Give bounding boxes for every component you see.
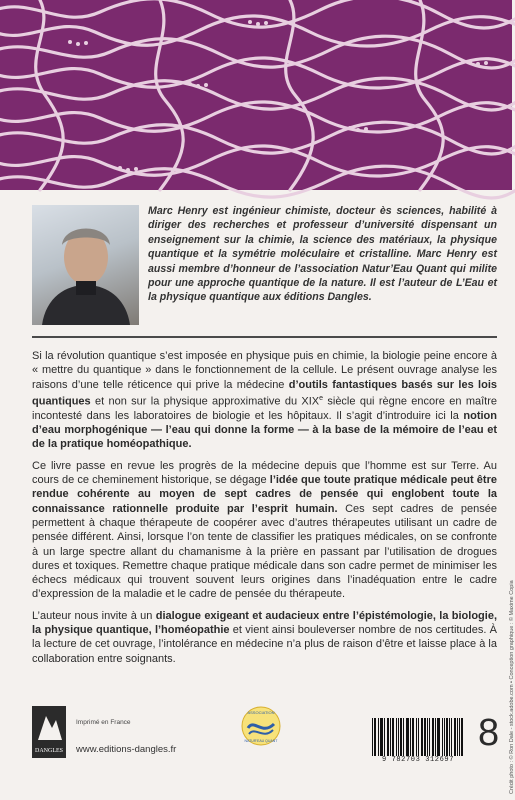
barcode-bar bbox=[406, 718, 407, 756]
barcode-bar bbox=[457, 718, 458, 756]
barcode-bar bbox=[421, 718, 422, 756]
barcode-bar bbox=[392, 718, 393, 756]
barcode-bar bbox=[425, 718, 426, 756]
footer bbox=[0, 700, 512, 800]
cover-pattern-banner bbox=[0, 0, 512, 190]
back-cover-text bbox=[32, 349, 497, 673]
paragraph-1: Si la révolution quantique s’est imposée en physique puis en chimie, la biologie peine encore à « mettre du quantique » dans le fonctionnement de la cellule. Le présent ouvrage analyse les raisons d’une telle réticence qui prive la médecine d’outils fantastiques basés sur les lois quantiques et non sur la physique approximative du XIXe siècle qui règne encore en maître incontesté dans les laboratoires de biologie et les hôpitaux. Il s’agit d’introduire ici la notion d’eau morphogénique — l’eau qui donne la forme — à la base de la mémoire de l’eau et de la pratique homéopathique. bbox=[32, 350, 497, 451]
barcode-bar bbox=[393, 718, 394, 756]
author-photo bbox=[32, 205, 139, 325]
barcode-bar bbox=[424, 718, 425, 756]
barcode-bar bbox=[403, 718, 404, 756]
barcode-bar bbox=[384, 718, 385, 756]
barcode-bar bbox=[408, 718, 409, 756]
price-code: 8 bbox=[478, 712, 500, 754]
barcode-bar bbox=[418, 718, 419, 756]
credits-vertical: Crédit photo : © Ron Dale - stock.adobe.com • Conception graphique : © Maxime Copia bbox=[509, 580, 515, 794]
publisher-website[interactable]: www.editions-dangles.fr bbox=[76, 744, 177, 755]
barcode-bar bbox=[410, 718, 411, 756]
author-section bbox=[32, 205, 497, 330]
barcode-bar bbox=[438, 718, 439, 756]
barcode-bar bbox=[396, 718, 397, 756]
barcode-bar bbox=[407, 718, 408, 756]
barcode-bar bbox=[401, 718, 402, 756]
barcode-bar bbox=[388, 718, 389, 756]
barcode-bar bbox=[433, 718, 434, 756]
barcode-bar bbox=[435, 718, 436, 756]
barcode-bar bbox=[381, 718, 382, 756]
publisher-emblem-icon bbox=[32, 706, 66, 746]
barcode-bar bbox=[455, 718, 456, 756]
section-divider bbox=[32, 336, 497, 338]
barcode-bar bbox=[462, 718, 463, 756]
barcode-bar bbox=[461, 718, 462, 756]
printed-in-label: Imprimé en France bbox=[76, 719, 131, 726]
barcode-bar bbox=[444, 718, 445, 756]
barcode-bar bbox=[380, 718, 381, 756]
isbn-number: 9 782703 312697 bbox=[381, 756, 454, 764]
barcode-bar bbox=[372, 718, 373, 756]
barcode-bar bbox=[378, 718, 379, 756]
barcode-bar bbox=[400, 718, 401, 756]
isbn-barcode bbox=[366, 718, 470, 766]
barcode-bar bbox=[375, 718, 376, 756]
barcode-bar bbox=[429, 718, 430, 756]
barcode-bars bbox=[372, 718, 464, 756]
barcode-bar bbox=[413, 718, 414, 756]
barcode-bar bbox=[427, 718, 428, 756]
svg-text:ASSOCIATION: ASSOCIATION bbox=[247, 710, 275, 715]
publisher-logo: DANGLES bbox=[32, 706, 66, 758]
barcode-bar bbox=[446, 718, 447, 756]
barcode-bar bbox=[449, 718, 450, 756]
barcode-bar bbox=[416, 718, 417, 756]
author-bio: Marc Henry est ingénieur chimiste, docteur ès sciences, habilité à diriger des recherches et professeur d’université dispensant un enseignement sur la chimie, la science des matériaux, la physique quantique et la symétrie moléculaire et cristalline. Marc Henry est aussi membre d’honneur de l’association Natur’Eau Quant qui milite pour une approche quantique de la nature. Il est l’auteur de L’Eau et la physique quantique aux éditions Dangles. bbox=[148, 205, 497, 304]
barcode-bar bbox=[390, 718, 391, 756]
barcode-bar bbox=[382, 718, 383, 756]
barcode-bar bbox=[412, 718, 413, 756]
association-logo bbox=[240, 700, 282, 752]
svg-text:NATUR'EAU QUANT: NATUR'EAU QUANT bbox=[244, 739, 278, 743]
barcode-bar bbox=[447, 718, 448, 756]
barcode-bar bbox=[422, 718, 423, 756]
barcode-bar bbox=[398, 718, 399, 756]
paragraph-2: Ce livre passe en revue les progrès de la médecine depuis que l’homme est sur Terre. Au cours de ce cheminement historique, se dégage l’idée que toute pratique médicale peut être rendue cohérente au moyen de sept cadres de pensée qui englobent toute la connaissance rationnelle produite par l’esprit humain. Ces sept cadres de pensée permettent à chaque thérapeute de coopérer avec d’autres thérapeutes utilisant un cadre de pensée différent. Ainsi, lorsque l’on tente de classifier les pratiques médicales, on se confronte à un large spectre allant du chamanisme à la prière en passant par l’utilisation de drogues dures et toxiques. Remettre chaque pratique médicale dans son cadre permet de minimiser les échecs médicaux qui trouvent souvent leurs origines dans l’inadéquation entre le cadre d’expression de la maladie et le cadre de pensée du thérapeute. bbox=[32, 459, 497, 601]
barcode-bar bbox=[437, 718, 438, 756]
barcode-bar bbox=[454, 718, 455, 756]
barcode-bar bbox=[432, 718, 433, 756]
wavy-line-pattern bbox=[0, 0, 512, 190]
barcode-bar bbox=[451, 718, 452, 756]
barcode-bar bbox=[459, 718, 460, 756]
barcode-bar bbox=[374, 718, 375, 756]
barcode-bar bbox=[439, 718, 440, 756]
paragraph-3: L’auteur nous invite à un dialogue exigeant et audacieux entre l’épistémologie, la biologie, la physique quantique, l’homéopathie et vient ainsi bouleverser nombre de nos certitudes. À la lecture de cet ouvrage, l’intolérance en médecine n’a plus de raison d’être et laisse place à la collaboration entre soignants. bbox=[32, 609, 498, 665]
barcode-bar bbox=[387, 718, 388, 756]
barcode-bar bbox=[442, 718, 443, 756]
